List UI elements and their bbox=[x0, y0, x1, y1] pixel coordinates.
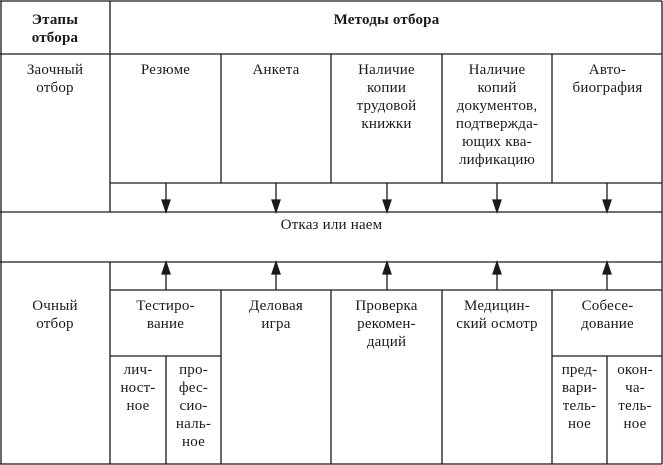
down-arrow-3-head bbox=[383, 200, 391, 212]
decision-label: Отказ или наем bbox=[280, 217, 383, 233]
down-arrow-4-head bbox=[493, 200, 501, 212]
up-arrow-5-head bbox=[603, 262, 611, 274]
interview-preliminary: пред- вари- тель- ное bbox=[561, 362, 598, 432]
up-arrow-1-head bbox=[162, 262, 170, 274]
method-medical-exam: Медицин- ский осмотр bbox=[456, 298, 538, 332]
method-testing: Тестиро- вание bbox=[136, 298, 195, 332]
stages-header: Этапы отбора bbox=[31, 12, 79, 46]
correspondence-stage-label: Заочный отбор bbox=[26, 62, 84, 96]
methods-header: Методы отбора bbox=[333, 12, 440, 28]
method-reference-check: Проверка рекомен- даций bbox=[355, 298, 418, 350]
up-arrow-2-head bbox=[272, 262, 280, 274]
testing-professional: про- фес- сио- наль- ное bbox=[175, 362, 212, 450]
method-employment-record: Наличие копии трудовой книжки bbox=[356, 62, 417, 132]
method-interview: Собесе- дование bbox=[581, 298, 634, 332]
testing-personal: лич- ност- ное bbox=[120, 362, 156, 414]
method-autobiography: Авто- биография bbox=[572, 62, 643, 96]
in-person-stage-label: Очный отбор bbox=[32, 298, 78, 332]
method-questionnaire: Анкета bbox=[252, 62, 300, 78]
interview-final: окон- ча- тель- ное bbox=[617, 362, 653, 432]
down-arrow-2-head bbox=[272, 200, 280, 212]
down-arrow-1-head bbox=[162, 200, 170, 212]
up-arrow-4-head bbox=[493, 262, 501, 274]
up-arrow-3-head bbox=[383, 262, 391, 274]
down-arrow-5-head bbox=[603, 200, 611, 212]
method-resume: Резюме bbox=[140, 62, 191, 78]
method-qualification-documents: Наличие копий документов, подтвержда- ющих ква- лификацию bbox=[455, 62, 539, 168]
method-business-game: Деловая игра bbox=[249, 298, 303, 332]
